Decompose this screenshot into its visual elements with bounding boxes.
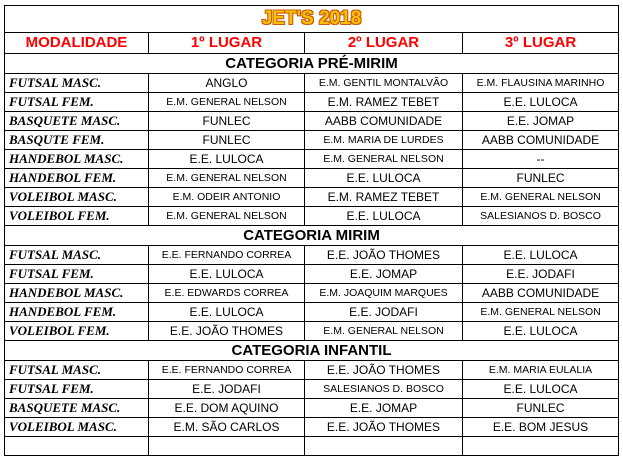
third-place-cell: E.M. FLAUSINA MARINHO xyxy=(463,74,619,93)
third-place-cell xyxy=(463,437,619,456)
first-place-cell: E.E. EDWARDS CORREA xyxy=(149,284,305,303)
category-title: CATEGORIA PRÉ-MIRIM xyxy=(5,54,619,74)
modalidade-cell: BASQUETE MASC. xyxy=(5,399,149,418)
modalidade-cell: HANDEBOL FEM. xyxy=(5,303,149,322)
modalidade-cell: FUTSAL FEM. xyxy=(5,265,149,284)
first-place-cell xyxy=(149,437,305,456)
table-row xyxy=(5,399,619,418)
second-place-cell: E.M. GENERAL NELSON xyxy=(305,322,463,341)
second-place-cell: SALESIANOS D. BOSCO xyxy=(305,380,463,399)
table-row xyxy=(5,169,619,188)
second-place-cell: E.E. LULOCA xyxy=(305,207,463,226)
second-place-cell: AABB COMUNIDADE xyxy=(305,112,463,131)
category-title: CATEGORIA INFANTIL xyxy=(5,341,619,361)
third-place-cell: E.M. GENERAL NELSON xyxy=(463,188,619,207)
third-place-cell: E.M. MARIA EULALIA xyxy=(463,361,619,380)
table-row xyxy=(5,361,619,380)
first-place-cell: E.M. SÃO CARLOS xyxy=(149,418,305,437)
modalidade-cell: VOLEIBOL FEM. xyxy=(5,322,149,341)
category-row xyxy=(5,226,619,246)
table-row xyxy=(5,150,619,169)
table-row xyxy=(5,265,619,284)
second-place-cell: E.M. RAMEZ TEBET xyxy=(305,188,463,207)
header-modalidade: MODALIDADE xyxy=(5,33,149,54)
first-place-cell: E.M. GENERAL NELSON xyxy=(149,93,305,112)
table-row xyxy=(5,74,619,93)
modalidade-cell xyxy=(5,437,149,456)
modalidade-cell: FUTSAL FEM. xyxy=(5,93,149,112)
second-place-cell: E.E. JOÃO THOMES xyxy=(305,246,463,265)
third-place-cell: AABB COMUNIDADE xyxy=(463,284,619,303)
first-place-cell: E.E. FERNANDO CORREA xyxy=(149,361,305,380)
third-place-cell: E.E. LULOCA xyxy=(463,246,619,265)
header-third-place: 3º LUGAR xyxy=(463,33,619,54)
table-row xyxy=(5,188,619,207)
modalidade-cell: FUTSAL MASC. xyxy=(5,361,149,380)
modalidade-cell: FUTSAL MASC. xyxy=(5,74,149,93)
third-place-cell: FUNLEC xyxy=(463,399,619,418)
modalidade-cell: VOLEIBOL FEM. xyxy=(5,207,149,226)
table-row xyxy=(5,93,619,112)
third-place-cell: FUNLEC xyxy=(463,169,619,188)
modalidade-cell: FUTSAL MASC. xyxy=(5,246,149,265)
second-place-cell: E.M. MARIA DE LURDES xyxy=(305,131,463,150)
second-place-cell: E.M. RAMEZ TEBET xyxy=(305,93,463,112)
first-place-cell: E.E. DOM AQUINO xyxy=(149,399,305,418)
header-first-place: 1º LUGAR xyxy=(149,33,305,54)
first-place-cell: E.E. FERNANDO CORREA xyxy=(149,246,305,265)
second-place-cell xyxy=(305,437,463,456)
third-place-cell: E.E. JODAFI xyxy=(463,265,619,284)
second-place-cell: E.E. JODAFI xyxy=(305,303,463,322)
modalidade-cell: HANDEBOL FEM. xyxy=(5,169,149,188)
second-place-cell: E.M. GENTIL MONTALVÃO xyxy=(305,74,463,93)
table-row xyxy=(5,207,619,226)
first-place-cell: E.M. GENERAL NELSON xyxy=(149,169,305,188)
title-cell xyxy=(5,6,619,33)
second-place-cell: E.E. JOÃO THOMES xyxy=(305,361,463,380)
second-place-cell: E.M. JOAQUIM MARQUES xyxy=(305,284,463,303)
modalidade-cell: BASQUTE FEM. xyxy=(5,131,149,150)
modalidade-cell: VOLEIBOL MASC. xyxy=(5,188,149,207)
first-place-cell: E.E. JODAFI xyxy=(149,380,305,399)
table-row xyxy=(5,112,619,131)
first-place-cell: E.E. LULOCA xyxy=(149,150,305,169)
first-place-cell: E.E. LULOCA xyxy=(149,303,305,322)
third-place-cell: E.E. LULOCA xyxy=(463,322,619,341)
third-place-cell: E.M. GENERAL NELSON xyxy=(463,303,619,322)
first-place-cell: E.M. ODEIR ANTONIO xyxy=(149,188,305,207)
first-place-cell: FUNLEC xyxy=(149,131,305,150)
modalidade-cell: VOLEIBOL MASC. xyxy=(5,418,149,437)
second-place-cell: E.E. LULOCA xyxy=(305,169,463,188)
second-place-cell: E.E. JOÃO THOMES xyxy=(305,418,463,437)
first-place-cell: E.E. JOÃO THOMES xyxy=(149,322,305,341)
third-place-cell: E.E. LULOCA xyxy=(463,380,619,399)
modalidade-cell: BASQUETE MASC. xyxy=(5,112,149,131)
table-row xyxy=(5,418,619,437)
third-place-cell: SALESIANOS D. BOSCO xyxy=(463,207,619,226)
results-table xyxy=(4,5,619,456)
third-place-cell: E.E. BOM JESUS xyxy=(463,418,619,437)
table-row xyxy=(5,437,619,456)
second-place-cell: E.M. GENERAL NELSON xyxy=(305,150,463,169)
results-table-body xyxy=(5,6,619,456)
modalidade-cell: HANDEBOL MASC. xyxy=(5,150,149,169)
title-row xyxy=(5,6,619,33)
table-row xyxy=(5,322,619,341)
modalidade-cell: HANDEBOL MASC. xyxy=(5,284,149,303)
first-place-cell: FUNLEC xyxy=(149,112,305,131)
second-place-cell: E.E. JOMAP xyxy=(305,399,463,418)
table-row xyxy=(5,246,619,265)
third-place-cell: -- xyxy=(463,150,619,169)
table-row xyxy=(5,131,619,150)
second-place-cell: E.E. JOMAP xyxy=(305,265,463,284)
category-row xyxy=(5,341,619,361)
third-place-cell: E.E. JOMAP xyxy=(463,112,619,131)
header-second-place: 2º LUGAR xyxy=(305,33,463,54)
third-place-cell: E.E. LULOCA xyxy=(463,93,619,112)
modalidade-cell: FUTSAL FEM. xyxy=(5,380,149,399)
first-place-cell: E.M. GENERAL NELSON xyxy=(149,207,305,226)
category-title: CATEGORIA MIRIM xyxy=(5,226,619,246)
table-row xyxy=(5,284,619,303)
header-row xyxy=(5,33,619,54)
third-place-cell: AABB COMUNIDADE xyxy=(463,131,619,150)
table-title: JET'S 2018 xyxy=(261,8,362,29)
first-place-cell: ANGLO xyxy=(149,74,305,93)
category-row xyxy=(5,54,619,74)
table-row xyxy=(5,303,619,322)
first-place-cell: E.E. LULOCA xyxy=(149,265,305,284)
table-row xyxy=(5,380,619,399)
